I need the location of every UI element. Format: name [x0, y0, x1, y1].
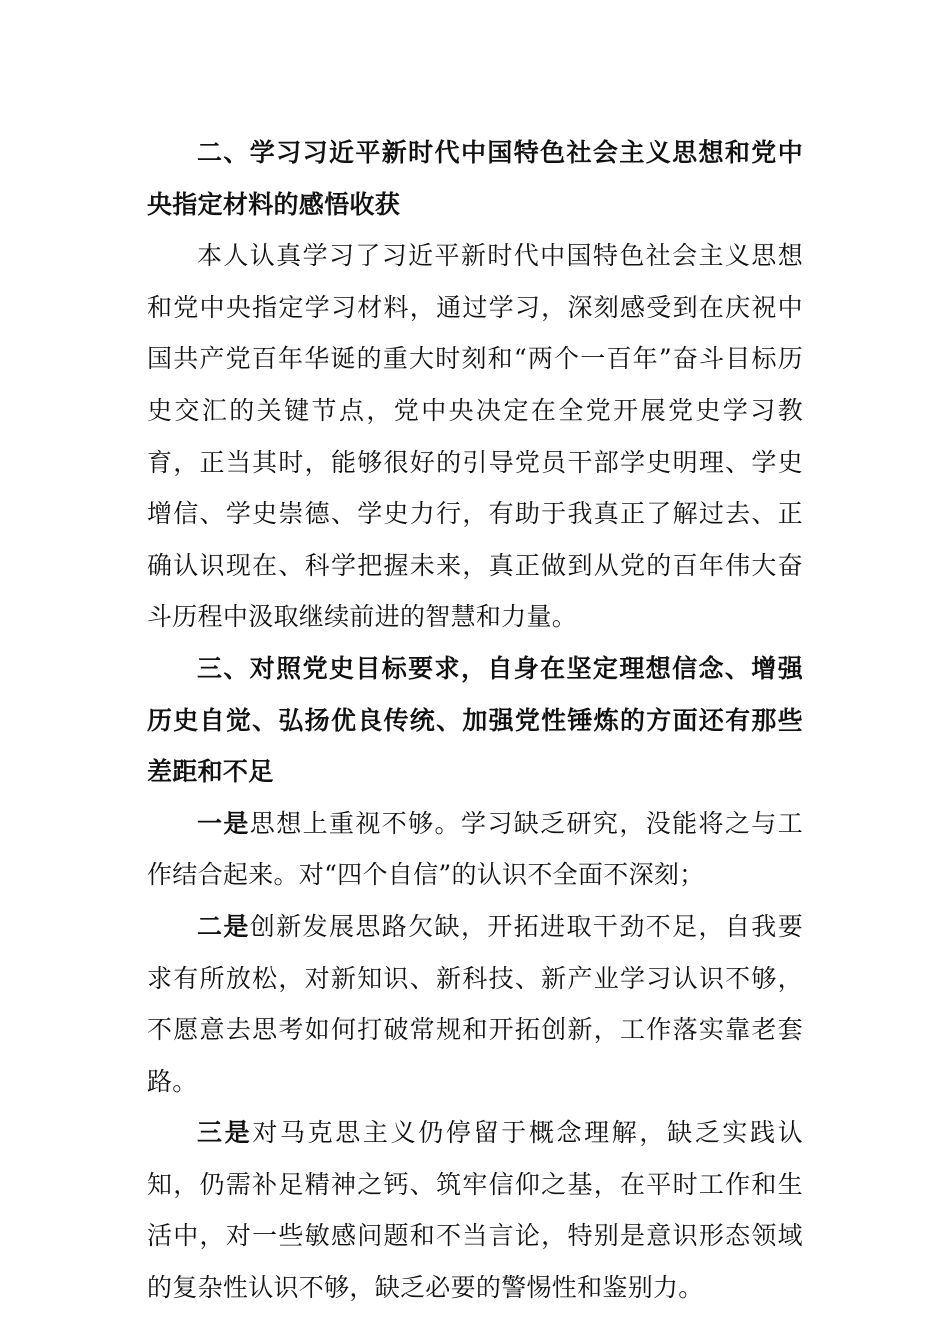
shortcoming-item-three: [147, 1107, 803, 1313]
item-lead-label: 二是: [197, 911, 250, 941]
item-text: 对马克思主义仍停留于概念理解，缺乏实践认知，仍需补足精神之钙、筑牢信仰之基，在平时工作和生活中，对一些敏感问题和不当言论，特别是意识形态领域的复杂性认识不够，缺乏必要的警惕性和鉴别力。: [147, 1118, 803, 1303]
item-text: 思想上重视不够。学习缺乏研究，没能将之与工作结合起来。对“四个自信”的认识不全面不深刻；: [147, 808, 803, 890]
section-heading-two: 二、学习习近平新时代中国特色社会主义思想和党中央指定材料的感悟收获: [147, 138, 803, 219]
shortcoming-item-one: [147, 798, 803, 901]
item-lead-label: 一是: [197, 808, 250, 838]
document-page: [147, 127, 803, 1314]
item-lead-label: 三是: [197, 1118, 253, 1148]
section-heading-three: 三、对照党史目标要求，自身在坚定理想信念、增强历史自觉、弘扬优良传统、加强党性锤炼的方面还有那些差距和不足: [147, 653, 803, 787]
section-two-paragraph: 本人认真学习了习近平新时代中国特色社会主义思想和党中央指定学习材料，通过学习，深刻感受到在庆祝中国共产党百年华诞的重大时刻和“两个一百年”奋斗目标历史交汇的关键节点，党中央决定在全党开展党史学习教育，正当其时，能够很好的引导党员干部学史明理、学史增信、学史崇德、学史力行，有助于我真正了解过去、正确认识现在、科学把握未来，真正做到从党的百年伟大奋斗历程中汲取继续前进的智慧和力量。: [147, 241, 803, 632]
item-text: 创新发展思路欠缺，开拓进取干劲不足，自我要求有所放松，对新知识、新科技、新产业学习认识不够，不愿意去思考如何打破常规和开拓创新，工作落实靠老套路。: [147, 911, 803, 1096]
shortcoming-item-two: [147, 901, 803, 1107]
